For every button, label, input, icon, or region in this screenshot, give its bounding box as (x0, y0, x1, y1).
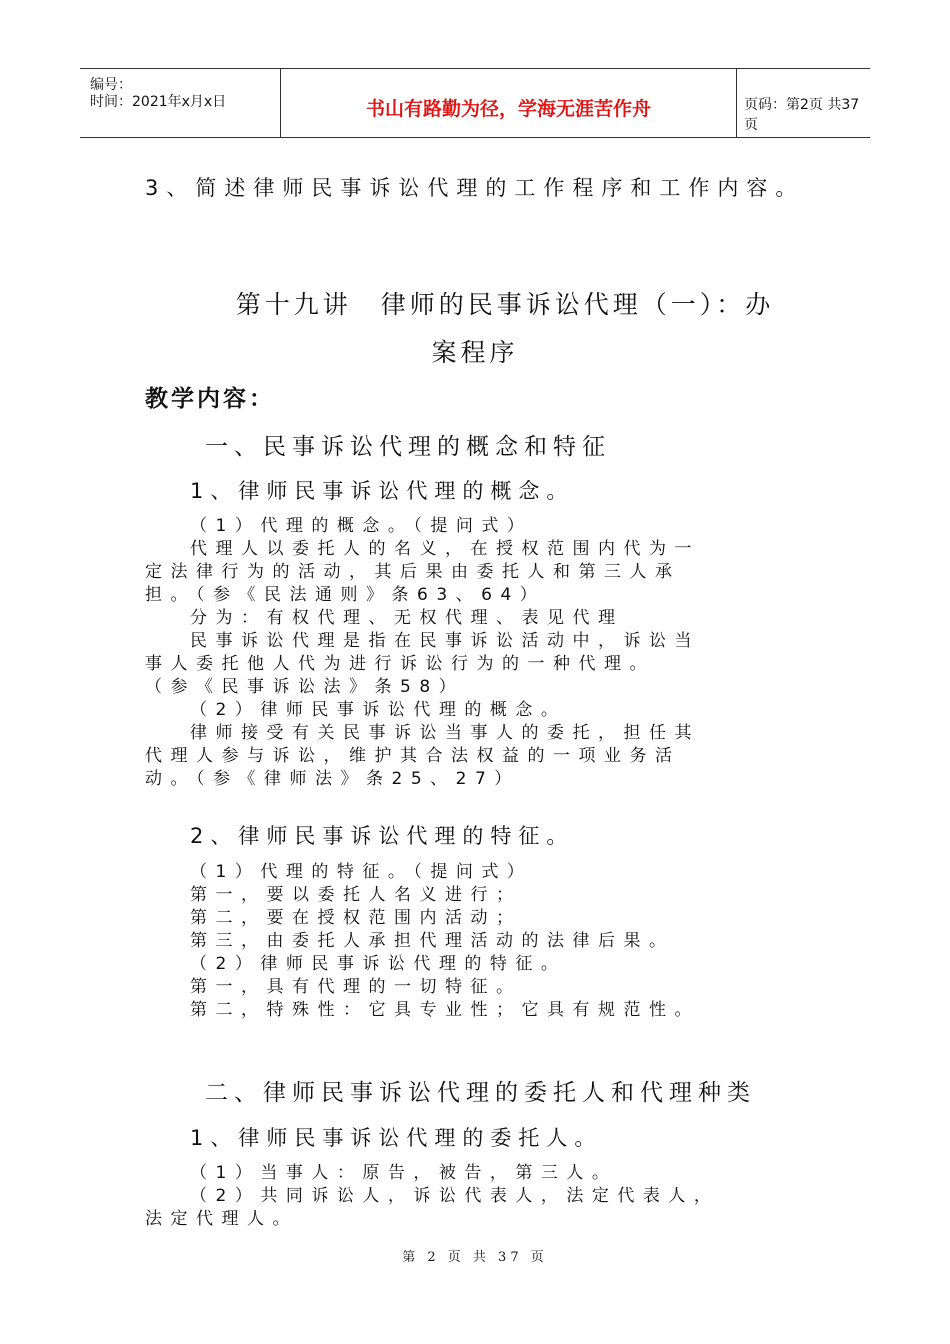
body-line: 分为：有权代理、无权代理、表见代理 (190, 608, 624, 628)
body-line: 事人委托他人代为进行诉讼行为的一种代理。 (145, 654, 655, 674)
body-line: 法定代理人。 (145, 1209, 298, 1229)
header-left-cell (80, 69, 280, 137)
body-line: 第一，要以委托人名义进行； (190, 885, 522, 905)
body-line: 担。（参《民法通则》条63、64） (145, 585, 546, 605)
question-3: 3、简述律师民事诉讼代理的工作程序和工作内容。 (145, 176, 805, 200)
teaching-content-heading: 教学内容： (145, 386, 275, 412)
body-line: 定法律行为的活动，其后果由委托人和第三人承 (145, 562, 681, 582)
body-line: （2）律师民事诉讼代理的特征。 (190, 954, 567, 974)
section1-sub2-heading: 2、律师民事诉讼代理的特征。 (190, 824, 575, 848)
body-line: 动。（参《律师法》条25、27） (145, 769, 520, 789)
body-line: （参《民事诉讼法》条58） (145, 677, 465, 697)
body-line: （2）律师民事诉讼代理的概念。 (190, 700, 567, 720)
time-label: 时间：2021年x月x日 (90, 94, 227, 110)
body-line: 代理人以委托人的名义，在授权范围内代为一 (190, 539, 700, 559)
body-line: 代理人参与诉讼，维护其合法权益的一项业务活 (145, 746, 681, 766)
body-line: 律师接受有关民事诉讼当事人的委托，担任其 (190, 723, 700, 743)
body-line: （2）共同诉讼人，诉讼代表人，法定代表人， (190, 1186, 720, 1206)
body-line: 第二，特殊性：它具专业性；它具有规范性。 (190, 1000, 700, 1020)
body-line: 民事诉讼代理是指在民事诉讼活动中，诉讼当 (190, 631, 700, 651)
body-line: （1）代理的概念。（提问式） (190, 516, 533, 536)
page-label: 页码：第2页 共37页 (744, 97, 860, 133)
header-page-cell (736, 69, 870, 137)
number-label: 编号： (90, 77, 132, 93)
lecture-title-line1: 第十九讲 律师的民事诉讼代理（一）：办 (235, 290, 775, 319)
section2-heading: 二、律师民事诉讼代理的委托人和代理种类 (205, 1080, 756, 1106)
section1-sub1-heading: 1、律师民事诉讼代理的概念。 (190, 479, 575, 503)
motto: 书山有路勤为径，学海无涯苦作舟 (365, 98, 651, 120)
body-line: 第一，具有代理的一切特征。 (190, 977, 522, 997)
header-table (80, 68, 870, 138)
body-line: 第二，要在授权范围内活动； (190, 908, 522, 928)
section1-heading: 一、民事诉讼代理的概念和特征 (205, 434, 611, 460)
header-motto-cell (280, 69, 737, 137)
body-line: （1）代理的特征。（提问式） (190, 862, 533, 882)
section2-sub1-heading: 1、律师民事诉讼代理的委托人。 (190, 1126, 603, 1150)
body-line: （1）当事人：原告，被告，第三人。 (190, 1163, 618, 1183)
body-line: 第三，由委托人承担代理活动的法律后果。 (190, 931, 675, 951)
lecture-title-line2: 案程序 (431, 338, 519, 367)
page-footer: 第 2 页 共 37 页 (402, 1250, 548, 1265)
